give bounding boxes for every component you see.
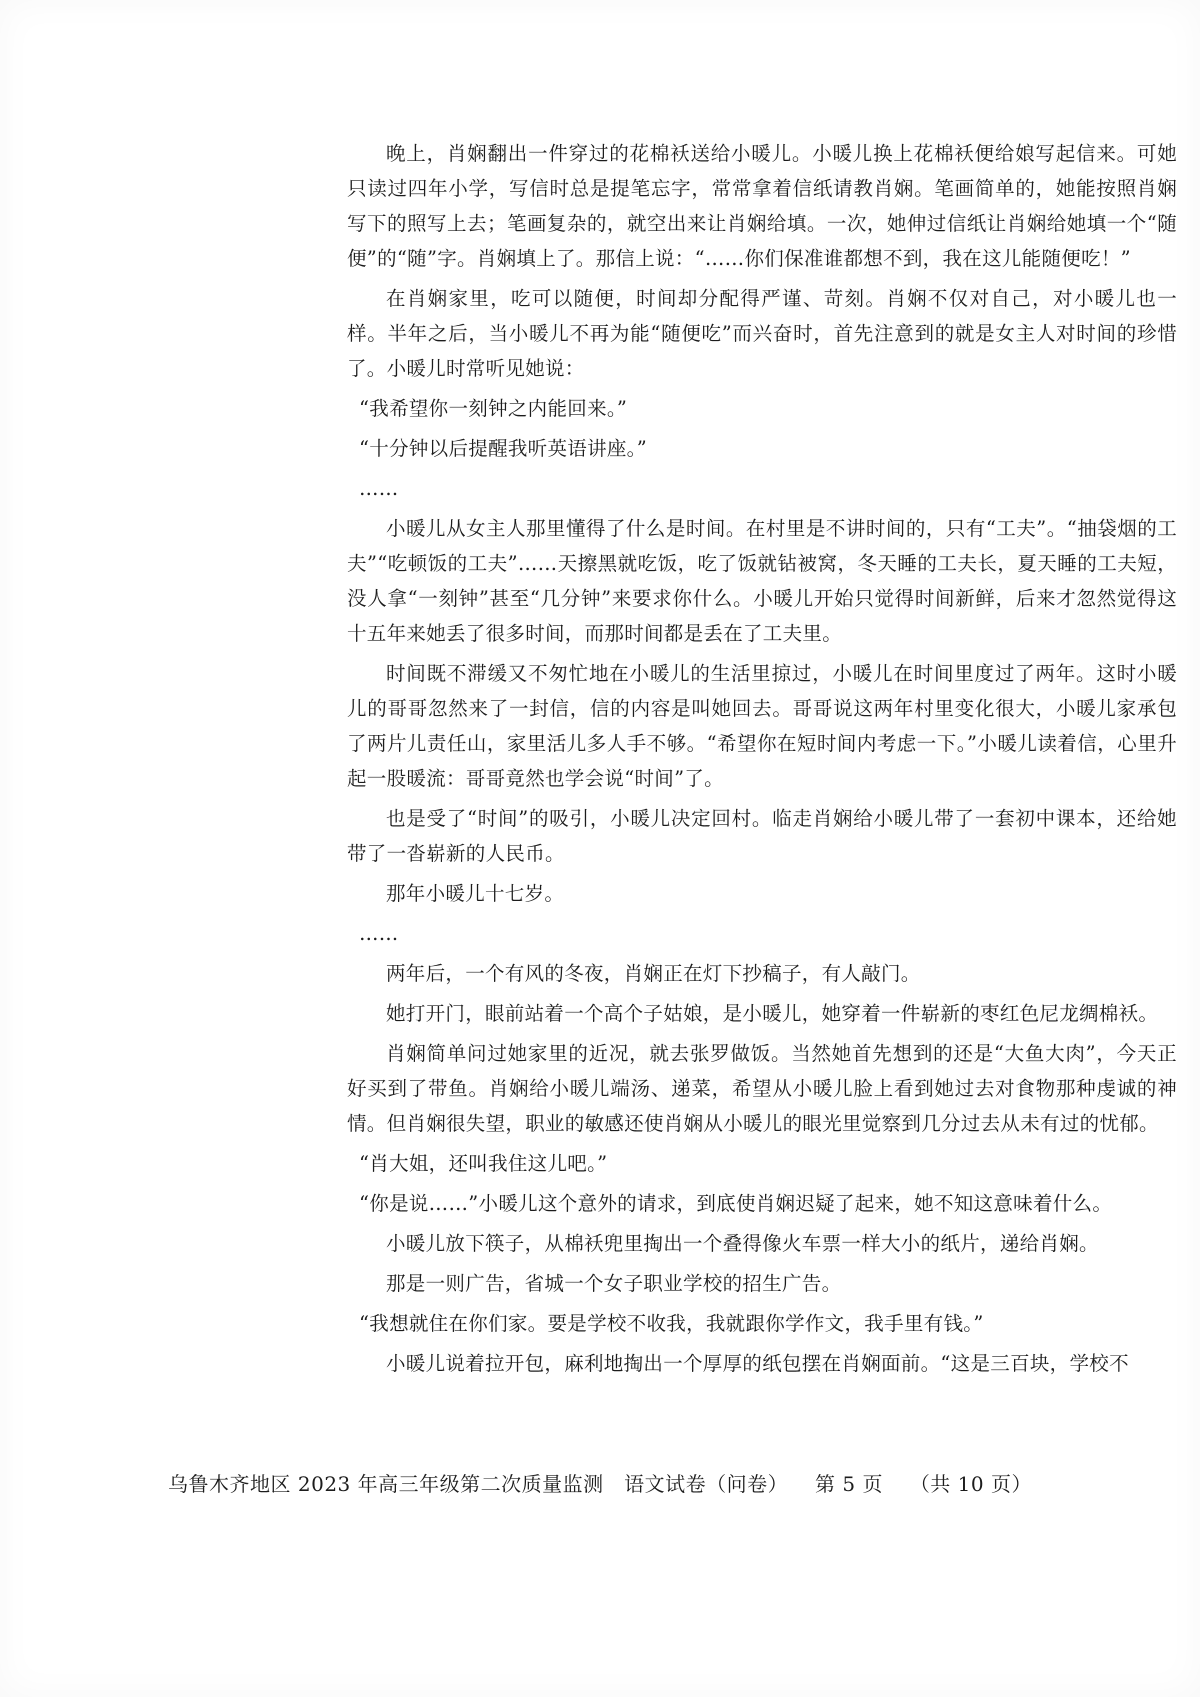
article-body: [347, 136, 1177, 1386]
dialogue-line: “十分钟以后提醒我听英语讲座。”: [359, 437, 647, 460]
paragraph: 晚上，肖娴翻出一件穿过的花棉袄送给小暖儿。小暖儿换上花棉袄便给娘写起信来。可她只读过四年小学，写信时总是提笔忘字，常常拿着信纸请教肖娴。笔画简单的，她能按照肖娴写下的照写上去；笔画复杂的，就空出来让肖娴给填。一次，她伸过信纸让肖娴给她填一个“随便”的“随”字。肖娴填上了。那信上说：“……你们保准谁都想不到，我在这儿能随便吃！”: [347, 142, 1177, 270]
page-number: 第 5 页: [815, 1472, 883, 1496]
dialogue-line: “肖大姐，还叫我住这儿吧。”: [359, 1152, 608, 1175]
paragraph: 小暖儿说着拉开包，麻利地掏出一个厚厚的纸包摆在肖娴面前。“这是三百块，学校不: [386, 1352, 1129, 1375]
dialogue-line: “我想就住在你们家。要是学校不收我，我就跟你学作文，我手里有钱。”: [359, 1312, 984, 1335]
paragraph: 小暖儿放下筷子，从棉袄兜里掏出一个叠得像火车票一样大小的纸片，递给肖娴。: [386, 1232, 1099, 1255]
ellipsis-line: ……: [359, 922, 399, 945]
paragraph: 肖娴简单问过她家里的近况，就去张罗做饭。当然她首先想到的还是“大鱼大肉”，今天正好买到了带鱼。肖娴给小暖儿端汤、递菜，希望从小暖儿脸上看到她过去对食物那种虔诚的神情。但肖娴很失望，职业的敏感还使肖娴从小暖儿的眼光里觉察到几分过去从未有过的忧郁。: [347, 1042, 1177, 1135]
page-total: （共 10 页）: [909, 1472, 1032, 1496]
paragraph: 小暖儿从女主人那里懂得了什么是时间。在村里是不讲时间的，只有“工夫”。“抽袋烟的工夫”“吃顿饭的工夫”……天擦黑就吃饭，吃了饭就钻被窝，冬天睡的工夫长，夏天睡的工夫短，没人拿“一刻钟”甚至“几分钟”来要求你什么。小暖儿开始只觉得时间新鲜，后来才忽然觉得这十五年来她丢了很多时间，而那时间都是丢在了工夫里。: [347, 517, 1177, 645]
paragraph: 那是一则广告，省城一个女子职业学校的招生广告。: [386, 1272, 842, 1295]
paragraph: 她打开门，眼前站着一个高个子姑娘，是小暖儿，她穿着一件崭新的枣红色尼龙绸棉袄。: [386, 1002, 1159, 1025]
paragraph: 那年小暖儿十七岁。: [386, 882, 565, 905]
exam-title: 乌鲁木齐地区 2023 年高三年级第二次质量监测 语文试卷（问卷）: [168, 1472, 789, 1496]
dialogue-line: “你是说……”小暖儿这个意外的请求，到底使肖娴迟疑了起来，她不知这意味着什么。: [359, 1192, 1113, 1215]
paragraph: 时间既不滞缓又不匆忙地在小暖儿的生活里掠过，小暖儿在时间里度过了两年。这时小暖儿的哥哥忽然来了一封信，信的内容是叫她回去。哥哥说这两年村里变化很大，小暖儿家承包了两片儿责任山，家里活儿多人手不够。“希望你在短时间内考虑一下。”小暖儿读着信，心里升起一股暖流：哥哥竟然也学会说“时间”了。: [347, 662, 1177, 790]
paragraph: 两年后，一个有风的冬夜，肖娴正在灯下抄稿子，有人敲门。: [386, 962, 921, 985]
ellipsis-line: ……: [359, 477, 399, 500]
paragraph: 也是受了“时间”的吸引，小暖儿决定回村。临走肖娴给小暖儿带了一套初中课本，还给她带了一沓崭新的人民币。: [347, 807, 1177, 865]
page-footer: [0, 1468, 1200, 1497]
dialogue-line: “我希望你一刻钟之内能回来。”: [359, 397, 628, 420]
paragraph: 在肖娴家里，吃可以随便，时间却分配得严谨、苛刻。肖娴不仅对自己，对小暖儿也一样。半年之后，当小暖儿不再为能“随便吃”而兴奋时，首先注意到的就是女主人对时间的珍惜了。小暖儿时常听见她说：: [347, 287, 1177, 380]
